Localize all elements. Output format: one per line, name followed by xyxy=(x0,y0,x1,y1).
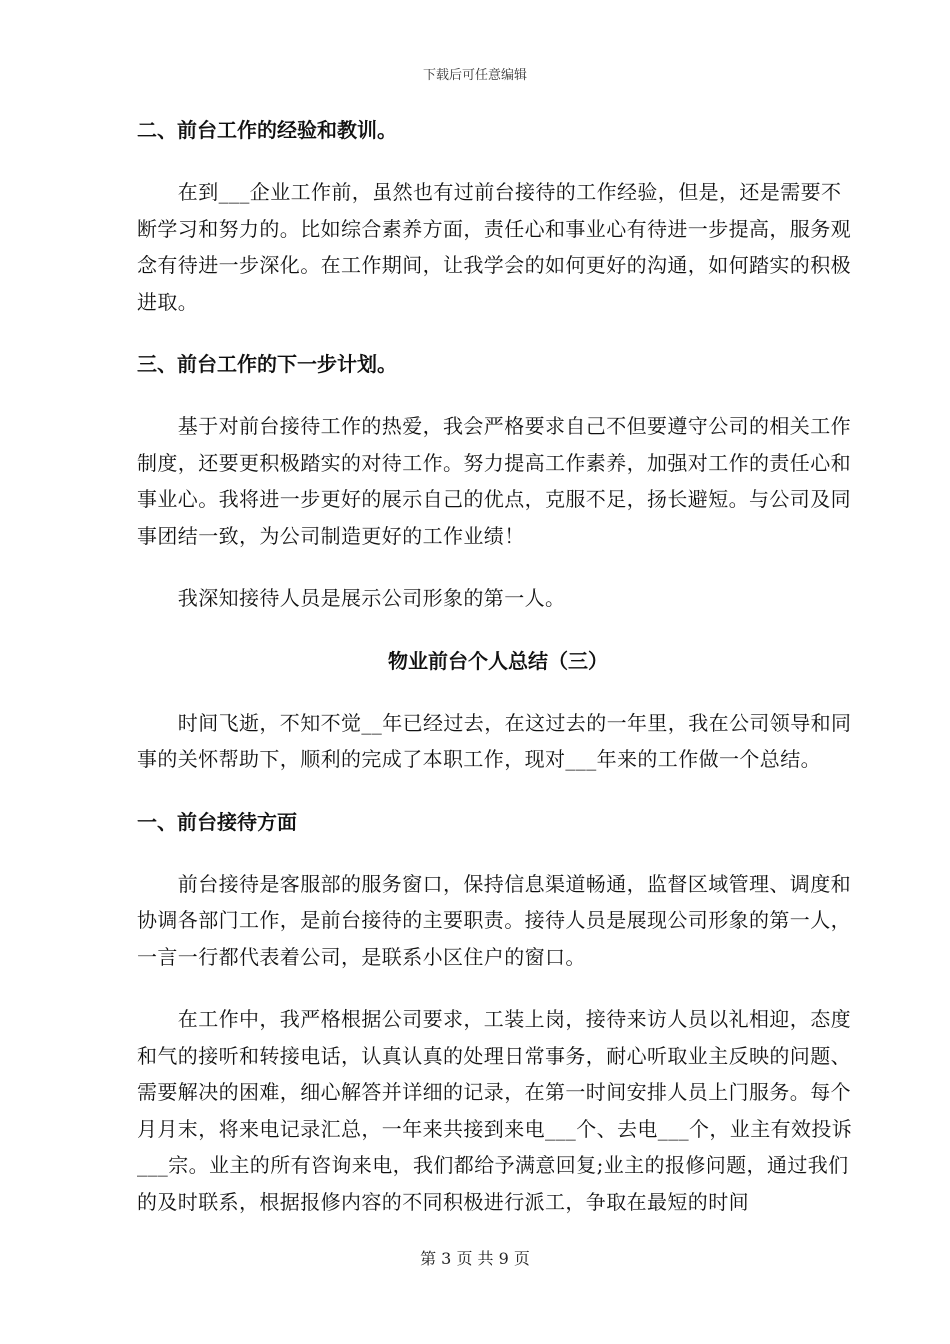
page-header-note: 下载后可任意编辑 xyxy=(422,68,527,83)
document-body xyxy=(137,112,859,1246)
paragraph-intro: 时间飞逝，不知不觉__年已经过去，在这过去的一年里，我在公司领导和同事的关怀帮助下，顺利的完成了本职工作，现对___年来的工作做一个总结。 xyxy=(137,710,852,771)
section-heading-2: 二、前台工作的经验和教训。 xyxy=(137,118,397,142)
page-number: 第 3 页 共 9 页 xyxy=(420,1249,530,1268)
document-title: 物业前台个人总结（三） xyxy=(388,648,608,673)
paragraph-work-detail: 在工作中，我严格根据公司要求，工装上岗，接待来访人员以礼相迎，态度和气的接听和转接电话，认真认真的处理日常事务，耐心听取业主反映的问题、需要解决的困难，细心解答并详细的记录，在第一时间安排人员上门服务。每个月月末，将来电记录汇总，一年来共接到来电___个、去电___个，业主有效投诉___宗。业主的所有咨询来电，我们都给予满意回复;业主的报修问题，通过我们的及时联系，根据报修内容的不同积极进行派工，争取在最短的时间 xyxy=(137,1007,853,1214)
paragraph-experience: 在到___企业工作前，虽然也有过前台接待的工作经验，但是，还是需要不断学习和努力的。比如综合素养方面，责任心和事业心有待进一步提高，服务观念有待进一步深化。在工作期间，让我学会的如何更好的沟通，如何踏实的积极进取。 xyxy=(137,180,851,314)
paragraph-first-person: 我深知接待人员是展示公司形象的第一人。 xyxy=(137,586,566,610)
section-heading-1: 一、前台接待方面 xyxy=(137,809,297,834)
paragraph-plan: 基于对前台接待工作的热爱，我会严格要求自己不但要遵守公司的相关工作制度，还要更积极踏实的对待工作。努力提高工作素养，加强对工作的责任心和事业心。我将进一步更好的展示自己的优点，克服不足，扬长避短。与公司及同事团结一致，为公司制造更好的工作业绩！ xyxy=(137,414,851,548)
section-heading-3: 三、前台工作的下一步计划。 xyxy=(137,352,397,376)
paragraph-reception-duty: 前台接待是客服部的服务窗口，保持信息渠道畅通，监督区域管理、调度和协调各部门工作，是前台接待的主要职责。接待人员是展现公司形象的第一人，一言一行都代表着公司，是联系小区住户的窗口。 xyxy=(137,871,851,969)
